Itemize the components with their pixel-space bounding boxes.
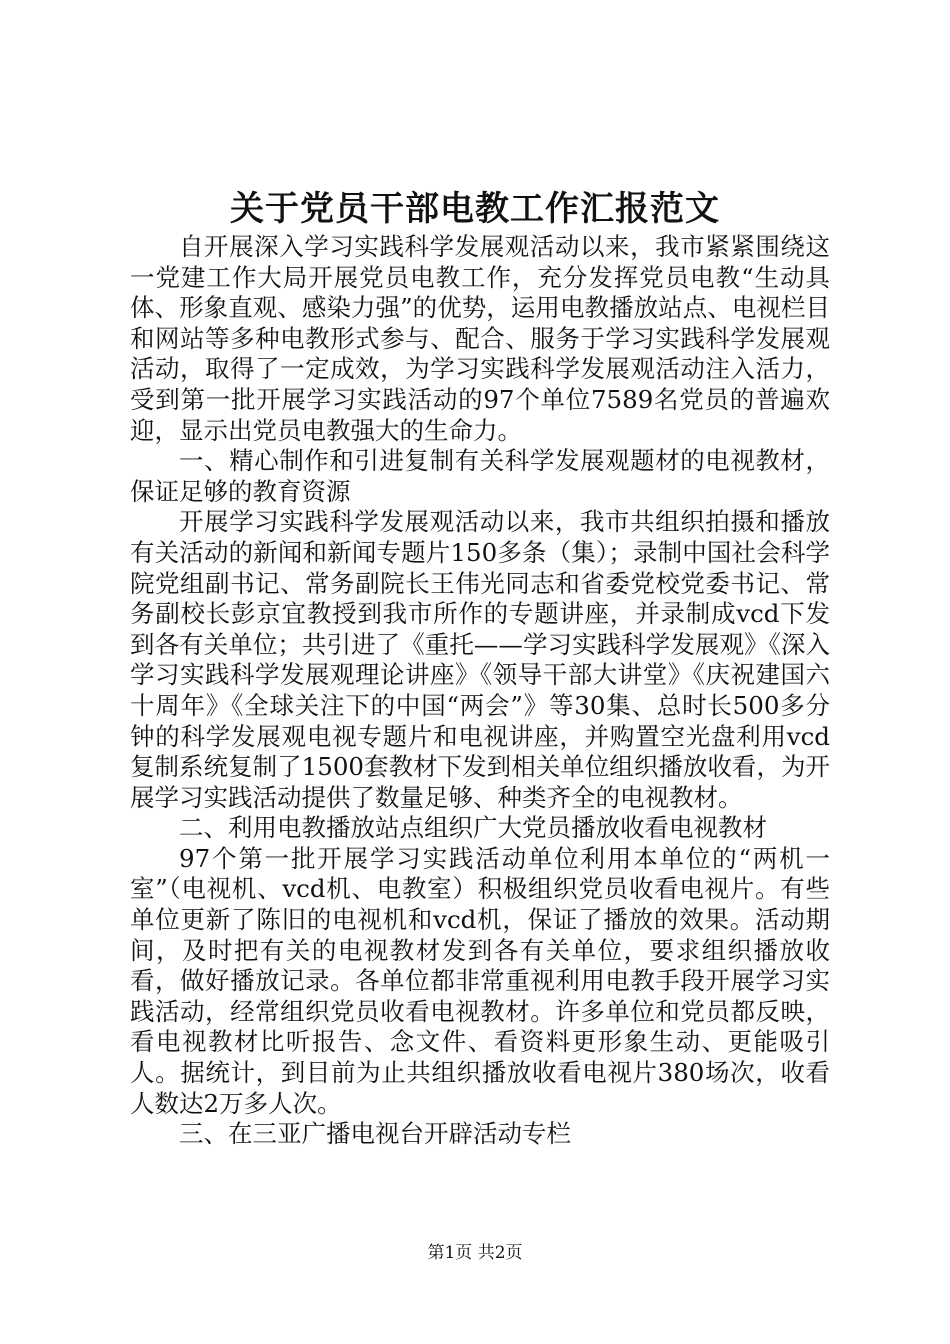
document-body [130,232,830,1150]
section-heading-2: 二、利用电教播放站点组织广大党员播放收看电视教材 [179,813,767,843]
section-heading-1: 一、精心制作和引进复制有关科学发展观题材的电视教材，保证足够的教育资源 [130,446,830,506]
paragraph-intro: 自开展深入学习实践科学发展观活动以来，我市紧紧围绕这一党建工作大局开展党员电教工作，充分发挥党员电教“生动具体、形象直观、感染力强”的优势，运用电教播放站点、电视栏目和网站等多种电教形式参与、配合、服务于学习实践科学发展观活动，取得了一定成效，为学习实践科学发展观活动注入活力，受到第一批开展学习实践活动的97个单位7589名党员的普遍欢迎，显示出党员电教强大的生命力。 [130,232,830,445]
section-heading-3: 三、在三亚广播电视台开辟活动专栏 [179,1119,571,1149]
document-title: 关于党员干部电教工作汇报范文 [230,189,720,229]
paragraph-section-1: 开展学习实践科学发展观活动以来，我市共组织拍摄和播放有关活动的新闻和新闻专题片150多条（集）；录制中国社会科学院党组副书记、常务副院长王伟光同志和省委党校党委书记、常务副校长彭京宜教授到我市所作的专题讲座，并录制成vcd下发到各有关单位；共引进了《重托——学习实践科学发展观》《深入学习实践科学发展观理论讲座》《领导干部大讲堂》《庆祝建国六十周年》《全球关注下的中国“两会”》等30集、总时长500多分钟的科学发展观电视专题片和电视讲座，并购置空光盘利用vcd复制系统复制了1500套教材下发到相关单位组织播放收看，为开展学习实践活动提供了数量足够、种类齐全的电视教材。 [130,507,830,812]
paragraph-section-2: 97个第一批开展学习实践活动单位利用本单位的“两机一室”（电视机、vcd机、电教室）积极组织党员收看电视片。有些单位更新了陈旧的电视机和vcd机，保证了播放的效果。活动期间，及时把有关的电视教材发到各有关单位，要求组织播放收看，做好播放记录。各单位都非常重视利用电教手段开展学习实践活动，经常组织党员收看电视教材。许多单位和党员都反映，看电视教材比听报告、念文件、看资料更形象生动、更能吸引人。据统计，到目前为止共组织播放收看电视片380场次，收看人数达2万多人次。 [130,843,830,1118]
page-number-footer: 第1页 共2页 [427,1243,523,1263]
